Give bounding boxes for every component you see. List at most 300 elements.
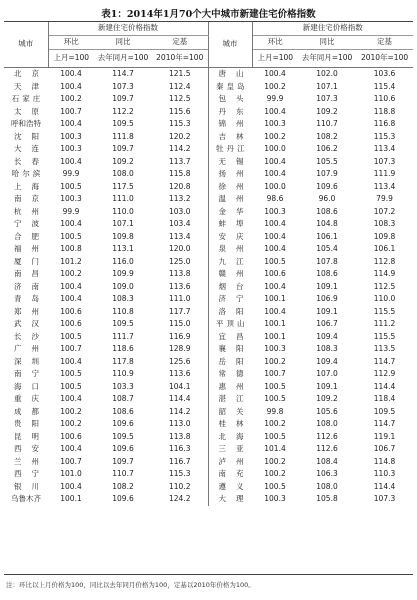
table-row <box>4 143 413 156</box>
fixed-cell-left: 116.9 <box>169 331 191 341</box>
yoy-cell-right: 108.2 <box>316 131 338 141</box>
yoy-header-left: 同比 <box>94 36 152 50</box>
mom-cell-left: 100.7 <box>60 106 82 116</box>
table-row <box>4 131 413 144</box>
fixed-cell-left: 115.3 <box>169 119 191 128</box>
fixed-cell-right: 114.4 <box>373 381 396 391</box>
yoy-cell-left: 103.3 <box>112 381 134 391</box>
table-row <box>4 181 413 194</box>
city-cell-left: 乌鲁木齐 <box>11 494 41 503</box>
yoy-header-right: 同比 <box>298 36 356 50</box>
table-row <box>4 406 413 419</box>
yoy-cell-left: 110.9 <box>112 369 134 378</box>
fixed-cell-right: 112.5 <box>373 281 396 291</box>
table-row <box>4 293 413 306</box>
mom-cell-left: 100.8 <box>60 244 82 253</box>
table-row <box>4 356 413 369</box>
city-cell-left: 石家庄 <box>11 94 44 103</box>
fixed-cell-right: 109.8 <box>373 231 396 241</box>
city-cell-left: 广州 <box>14 344 49 353</box>
fixed-base-left: 2010年=100 <box>152 50 208 68</box>
fixed-cell-right: 115.5 <box>373 331 396 341</box>
fixed-cell-right: 113.4 <box>373 144 396 153</box>
fixed-cell-left: 113.6 <box>169 369 191 378</box>
fixed-cell-right: 116.8 <box>373 119 396 128</box>
city-cell-left: 昆明 <box>14 431 49 441</box>
mom-cell-right: 100.2 <box>264 469 286 478</box>
mom-cell-right: 100.6 <box>264 269 286 278</box>
city-cell-right: 温州 <box>208 193 252 206</box>
city-cell-left: 天津 <box>14 81 49 91</box>
mom-cell-right: 101.4 <box>264 444 286 453</box>
yoy-cell-left: 109.7 <box>112 94 134 103</box>
fixed-cell-right: 114.7 <box>373 356 396 366</box>
yoy-cell-right: 96.0 <box>318 194 336 203</box>
mom-cell-left: 100.4 <box>60 356 82 366</box>
table-row <box>4 118 413 131</box>
table-row <box>4 318 413 331</box>
yoy-cell-left: 109.5 <box>112 431 134 441</box>
table-footnote: 注：环比以上月价格为100，同比以去年同月价格为100，定基以2010年价格为100。 <box>6 581 255 589</box>
fixed-cell-left: 103.4 <box>169 219 191 228</box>
city-cell-right: 泉州 <box>208 243 252 256</box>
mom-cell-right: 99.8 <box>266 406 284 416</box>
fixed-cell-left: 104.1 <box>169 381 191 391</box>
mom-cell-left: 100.4 <box>60 69 82 78</box>
city-cell-left: 哈尔滨 <box>11 169 44 178</box>
fixed-cell-left: 121.5 <box>169 69 191 78</box>
city-cell-right: 蚌埠 <box>208 218 252 231</box>
fixed-cell-right: 112.8 <box>373 256 396 266</box>
fixed-cell-right: 111.9 <box>373 169 396 178</box>
city-cell-right: 吉林 <box>208 131 252 144</box>
city-cell-left: 沈阳 <box>14 131 49 141</box>
fixed-cell-left: 103.0 <box>169 206 191 216</box>
fixed-cell-right: 79.9 <box>376 194 393 203</box>
fixed-cell-left: 113.4 <box>169 231 191 241</box>
yoy-cell-left: 109.2 <box>112 156 134 166</box>
yoy-cell-left: 110.8 <box>112 306 134 316</box>
mom-cell-left: 100.7 <box>60 344 82 353</box>
fixed-cell-left: 113.8 <box>169 269 191 278</box>
yoy-cell-left: 117.8 <box>112 356 134 366</box>
table-title: 表1：2014年1月70个大中城市新建住宅价格指数 <box>101 9 316 20</box>
mom-base-left: 上月=100 <box>48 50 94 68</box>
yoy-base-left: 去年同月=100 <box>94 50 152 68</box>
city-cell-left: 宁波 <box>14 219 49 228</box>
price-index-table <box>4 22 413 506</box>
mom-cell-left: 100.2 <box>60 419 82 428</box>
city-cell-right: 扬州 <box>208 168 252 181</box>
yoy-cell-right: 108.3 <box>316 344 338 353</box>
mom-cell-right: 100.4 <box>264 281 286 291</box>
yoy-cell-left: 109.0 <box>112 281 134 291</box>
fixed-cell-right: 115.3 <box>373 131 396 141</box>
yoy-cell-right: 108.0 <box>316 419 338 428</box>
mom-cell-right: 100.2 <box>264 81 286 91</box>
mom-cell-left: 101.2 <box>60 256 82 266</box>
city-cell-right: 湛江 <box>208 393 252 406</box>
fixed-cell-left: 124.2 <box>169 494 191 503</box>
city-cell-right: 韶关 <box>208 406 252 419</box>
mom-cell-left: 100.4 <box>60 294 82 303</box>
city-cell-right: 南充 <box>208 468 252 481</box>
city-cell-right: 济宁 <box>208 293 252 306</box>
mom-cell-right: 100.2 <box>264 356 286 366</box>
fixed-cell-left: 125.6 <box>169 356 191 366</box>
table-row <box>4 281 413 294</box>
mom-cell-left: 100.4 <box>60 281 82 291</box>
fixed-cell-left: 120.8 <box>169 181 191 191</box>
mom-cell-right: 100.3 <box>264 344 286 353</box>
yoy-cell-left: 109.6 <box>112 419 134 428</box>
yoy-cell-right: 104.8 <box>316 219 338 228</box>
mom-cell-right: 100.4 <box>264 106 286 116</box>
city-cell-right: 秦皇岛 <box>208 81 252 94</box>
city-cell-left: 长春 <box>14 156 49 166</box>
city-cell-left: 银川 <box>14 481 49 491</box>
mom-cell-left: 100.4 <box>60 394 82 403</box>
mom-cell-right: 100.0 <box>264 181 286 191</box>
city-cell-right: 九江 <box>208 256 252 269</box>
mom-cell-left: 100.2 <box>60 269 82 278</box>
fixed-cell-left: 114.4 <box>169 394 191 403</box>
mom-cell-left: 100.6 <box>60 431 82 441</box>
table-row <box>4 106 413 119</box>
table-row <box>4 93 413 106</box>
mom-cell-left: 100.5 <box>60 181 82 191</box>
yoy-cell-right: 109.1 <box>316 281 338 291</box>
mom-cell-right: 98.6 <box>266 194 284 203</box>
yoy-cell-right: 107.0 <box>316 369 338 378</box>
mom-cell-right: 100.0 <box>264 144 286 153</box>
fixed-cell-right: 112.9 <box>373 369 396 378</box>
mom-cell-right: 100.5 <box>264 431 286 441</box>
yoy-cell-left: 108.6 <box>112 406 134 416</box>
mom-cell-right: 100.3 <box>264 119 286 128</box>
yoy-cell-left: 108.0 <box>112 169 134 178</box>
mom-cell-left: 100.4 <box>60 444 82 453</box>
fixed-cell-left: 115.8 <box>169 169 191 178</box>
fixed-cell-left: 115.6 <box>169 106 191 116</box>
fixed-cell-right: 107.3 <box>373 494 396 503</box>
yoy-cell-right: 106.1 <box>316 231 338 241</box>
yoy-cell-left: 118.6 <box>112 344 134 353</box>
yoy-cell-right: 107.1 <box>316 81 338 91</box>
yoy-cell-right: 105.8 <box>316 494 338 503</box>
mom-cell-left: 99.9 <box>62 206 80 216</box>
table-row <box>4 343 413 356</box>
yoy-cell-left: 114.7 <box>112 69 134 78</box>
yoy-cell-right: 105.4 <box>316 244 338 253</box>
fixed-cell-right: 118.8 <box>373 106 396 116</box>
yoy-cell-left: 107.1 <box>112 219 134 228</box>
mom-cell-left: 100.4 <box>60 119 82 128</box>
city-cell-left: 厦门 <box>14 256 49 266</box>
table-row <box>4 468 413 481</box>
fixed-cell-right: 110.0 <box>373 294 396 303</box>
city-cell-right: 烟台 <box>208 281 252 294</box>
city-cell-left: 南昌 <box>14 269 49 278</box>
mom-cell-right: 100.4 <box>264 219 286 228</box>
yoy-cell-right: 112.6 <box>316 444 338 453</box>
fixed-cell-left: 117.7 <box>169 306 191 316</box>
mom-cell-left: 101.0 <box>60 469 82 478</box>
city-cell-left: 太原 <box>14 106 49 116</box>
yoy-cell-right: 109.2 <box>316 394 338 403</box>
mom-cell-right: 100.5 <box>264 394 286 403</box>
yoy-cell-left: 109.5 <box>112 319 134 328</box>
fixed-cell-right: 119.1 <box>373 431 396 441</box>
yoy-cell-right: 108.0 <box>316 481 338 491</box>
fixed-cell-left: 115.3 <box>169 469 191 478</box>
city-cell-left: 南京 <box>14 194 49 203</box>
yoy-cell-right: 108.6 <box>316 206 338 216</box>
city-cell-right: 宜昌 <box>208 331 252 344</box>
mom-base-right: 上月=100 <box>252 50 298 68</box>
city-cell-left: 郑州 <box>14 306 49 316</box>
city-cell-left: 兰州 <box>14 456 49 466</box>
city-cell-right: 唐山 <box>208 68 252 81</box>
fixed-cell-right: 114.4 <box>373 481 396 491</box>
mom-header-right: 环比 <box>252 36 298 50</box>
yoy-cell-right: 106.9 <box>316 294 338 303</box>
fixed-cell-right: 108.3 <box>373 219 396 228</box>
fixed-cell-left: 120.0 <box>169 244 191 253</box>
city-cell-left: 杭州 <box>14 206 49 216</box>
mom-cell-right: 100.4 <box>264 231 286 241</box>
table-row <box>4 68 413 81</box>
fixed-cell-right: 113.5 <box>373 344 396 353</box>
yoy-cell-left: 111.8 <box>112 131 134 141</box>
fixed-cell-right: 110.6 <box>373 94 396 103</box>
mom-cell-left: 100.5 <box>60 369 82 378</box>
yoy-cell-left: 109.6 <box>112 494 134 503</box>
city-cell-left: 青岛 <box>14 294 49 303</box>
yoy-cell-right: 109.4 <box>316 356 338 366</box>
city-cell-left: 深圳 <box>14 356 49 366</box>
yoy-cell-right: 105.6 <box>316 406 338 416</box>
city-header-right: 城市 <box>208 22 252 68</box>
table-row <box>4 168 413 181</box>
yoy-cell-right: 107.9 <box>316 169 338 178</box>
fixed-cell-right: 115.4 <box>373 81 396 91</box>
city-cell-left: 呼和浩特 <box>11 119 41 128</box>
yoy-cell-left: 108.2 <box>112 481 134 491</box>
yoy-cell-left: 108.3 <box>112 294 134 303</box>
fixed-cell-right: 115.5 <box>373 306 396 316</box>
city-cell-right: 锦州 <box>208 118 252 131</box>
city-cell-right: 徐州 <box>208 181 252 194</box>
city-cell-right: 北海 <box>208 431 252 444</box>
city-cell-left: 贵阳 <box>14 419 49 428</box>
mom-cell-left: 100.4 <box>60 219 82 228</box>
city-cell-left: 大连 <box>14 144 49 153</box>
mom-cell-right: 100.3 <box>264 206 286 216</box>
mom-cell-left: 100.4 <box>60 481 82 491</box>
fixed-cell-right: 110.3 <box>373 469 396 478</box>
mom-cell-right: 100.4 <box>264 169 286 178</box>
mom-cell-right: 100.4 <box>264 69 286 78</box>
fixed-cell-left: 113.7 <box>169 156 191 166</box>
fixed-header-right: 定基 <box>356 36 413 50</box>
fixed-cell-left: 113.0 <box>169 419 191 428</box>
city-cell-right: 遵义 <box>208 481 252 494</box>
yoy-cell-left: 109.6 <box>112 444 134 453</box>
mom-cell-right: 100.5 <box>264 481 286 491</box>
city-cell-left: 合肥 <box>14 231 49 241</box>
table-row <box>4 331 413 344</box>
yoy-cell-left: 110.7 <box>112 469 134 478</box>
mom-cell-right: 100.2 <box>264 419 286 428</box>
yoy-cell-left: 111.0 <box>112 194 134 203</box>
table-bottom-rule <box>4 574 413 575</box>
fixed-cell-left: 111.0 <box>169 294 191 303</box>
table-row <box>4 256 413 269</box>
yoy-cell-right: 107.8 <box>316 256 338 266</box>
mom-cell-right: 100.1 <box>264 319 286 328</box>
table-row <box>4 443 413 456</box>
mom-cell-left: 100.4 <box>60 81 82 91</box>
city-cell-right: 惠州 <box>208 381 252 394</box>
fixed-cell-left: 120.2 <box>169 131 191 141</box>
yoy-cell-right: 109.1 <box>316 306 338 316</box>
fixed-cell-right: 113.4 <box>373 181 396 191</box>
mom-cell-left: 100.6 <box>60 319 82 328</box>
yoy-cell-left: 107.3 <box>112 81 134 91</box>
mom-cell-left: 100.4 <box>60 156 82 166</box>
city-cell-right: 常德 <box>208 368 252 381</box>
yoy-cell-left: 109.9 <box>112 269 134 278</box>
yoy-cell-right: 102.0 <box>316 69 338 78</box>
city-cell-right: 牡丹江 <box>208 143 252 156</box>
table-row <box>4 306 413 319</box>
table-body <box>4 68 413 506</box>
city-cell-right: 安庆 <box>208 231 252 244</box>
city-cell-left: 福州 <box>14 244 49 253</box>
table-row <box>4 156 413 169</box>
yoy-cell-right: 109.4 <box>316 331 338 341</box>
table-row <box>4 81 413 94</box>
table-row <box>4 368 413 381</box>
mom-cell-right: 100.1 <box>264 331 286 341</box>
table-row <box>4 231 413 244</box>
yoy-cell-left: 113.1 <box>112 244 134 253</box>
yoy-cell-right: 106.3 <box>316 469 338 478</box>
mom-cell-right: 100.2 <box>264 456 286 466</box>
table-row <box>4 493 413 506</box>
table-row <box>4 418 413 431</box>
fixed-cell-right: 106.7 <box>373 444 396 453</box>
city-cell-right: 三亚 <box>208 443 252 456</box>
city-cell-left: 济南 <box>14 281 49 291</box>
city-cell-left: 上海 <box>14 181 49 191</box>
yoy-cell-right: 110.7 <box>316 119 338 128</box>
mom-cell-right: 100.5 <box>264 256 286 266</box>
mom-cell-left: 100.2 <box>60 406 82 416</box>
table-row <box>4 243 413 256</box>
table-row <box>4 381 413 394</box>
city-cell-right: 桂林 <box>208 418 252 431</box>
city-cell-left: 海口 <box>14 381 49 391</box>
fixed-cell-right: 114.7 <box>373 419 396 428</box>
yoy-cell-right: 108.4 <box>316 456 338 466</box>
yoy-cell-left: 111.7 <box>112 331 134 341</box>
fixed-cell-right: 111.2 <box>373 319 396 328</box>
city-header-left: 城市 <box>4 22 48 68</box>
yoy-cell-right: 109.6 <box>316 181 338 191</box>
mom-cell-right: 100.4 <box>264 156 286 166</box>
city-cell-left: 长沙 <box>14 331 49 341</box>
fixed-cell-left: 115.0 <box>169 319 191 328</box>
mom-cell-left: 100.3 <box>60 131 82 141</box>
table-row <box>4 481 413 494</box>
mom-cell-right: 100.5 <box>264 381 286 391</box>
table-row <box>4 456 413 469</box>
city-cell-right: 泸州 <box>208 456 252 469</box>
city-cell-right: 无锡 <box>208 156 252 169</box>
fixed-cell-right: 109.5 <box>373 406 396 416</box>
mom-header-left: 环比 <box>48 36 94 50</box>
city-cell-right: 洛阳 <box>208 306 252 319</box>
fixed-cell-right: 107.2 <box>373 206 396 216</box>
yoy-cell-left: 117.5 <box>112 181 134 191</box>
mom-cell-right: 100.4 <box>264 306 286 316</box>
yoy-cell-left: 109.8 <box>112 231 134 241</box>
city-cell-right: 赣州 <box>208 268 252 281</box>
yoy-cell-left: 109.5 <box>112 119 134 128</box>
yoy-cell-left: 116.0 <box>112 256 134 266</box>
mom-cell-right: 99.9 <box>266 94 284 103</box>
fixed-cell-left: 116.3 <box>169 444 191 453</box>
city-cell-right: 平顶山 <box>208 318 252 331</box>
yoy-cell-right: 109.1 <box>316 381 338 391</box>
fixed-cell-left: 113.6 <box>169 281 191 291</box>
table-row <box>4 268 413 281</box>
city-cell-left: 重庆 <box>14 394 49 403</box>
yoy-cell-right: 108.6 <box>316 269 338 278</box>
mom-cell-left: 100.5 <box>60 231 82 241</box>
fixed-cell-left: 116.7 <box>169 456 191 466</box>
city-cell-right: 襄阳 <box>208 343 252 356</box>
yoy-cell-left: 112.2 <box>112 106 134 116</box>
mom-cell-right: 100.3 <box>264 494 286 503</box>
fixed-cell-left: 125.0 <box>169 256 191 266</box>
yoy-cell-right: 112.6 <box>316 431 338 441</box>
mom-cell-left: 100.5 <box>60 331 82 341</box>
yoy-cell-right: 107.3 <box>316 94 338 103</box>
mom-cell-left: 100.3 <box>60 194 82 203</box>
fixed-cell-right: 114.8 <box>373 456 396 466</box>
city-cell-right: 丹东 <box>208 106 252 119</box>
table-row <box>4 218 413 231</box>
yoy-cell-left: 110.0 <box>112 206 134 216</box>
mom-cell-left: 100.3 <box>60 144 82 153</box>
yoy-cell-left: 109.7 <box>112 456 134 466</box>
mom-cell-left: 100.7 <box>60 456 82 466</box>
group-header-left: 新建住宅价格指数 <box>48 22 208 36</box>
city-cell-right: 岳阳 <box>208 356 252 369</box>
group-header-right: 新建住宅价格指数 <box>252 22 413 36</box>
yoy-base-right: 去年同月=100 <box>298 50 356 68</box>
mom-cell-right: 100.2 <box>264 131 286 141</box>
fixed-cell-left: 112.5 <box>169 94 191 103</box>
mom-cell-right: 100.4 <box>264 244 286 253</box>
city-cell-left: 南宁 <box>14 369 49 378</box>
city-cell-left: 西宁 <box>14 469 49 478</box>
mom-cell-left: 100.5 <box>60 381 82 391</box>
yoy-cell-left: 108.7 <box>112 394 134 403</box>
